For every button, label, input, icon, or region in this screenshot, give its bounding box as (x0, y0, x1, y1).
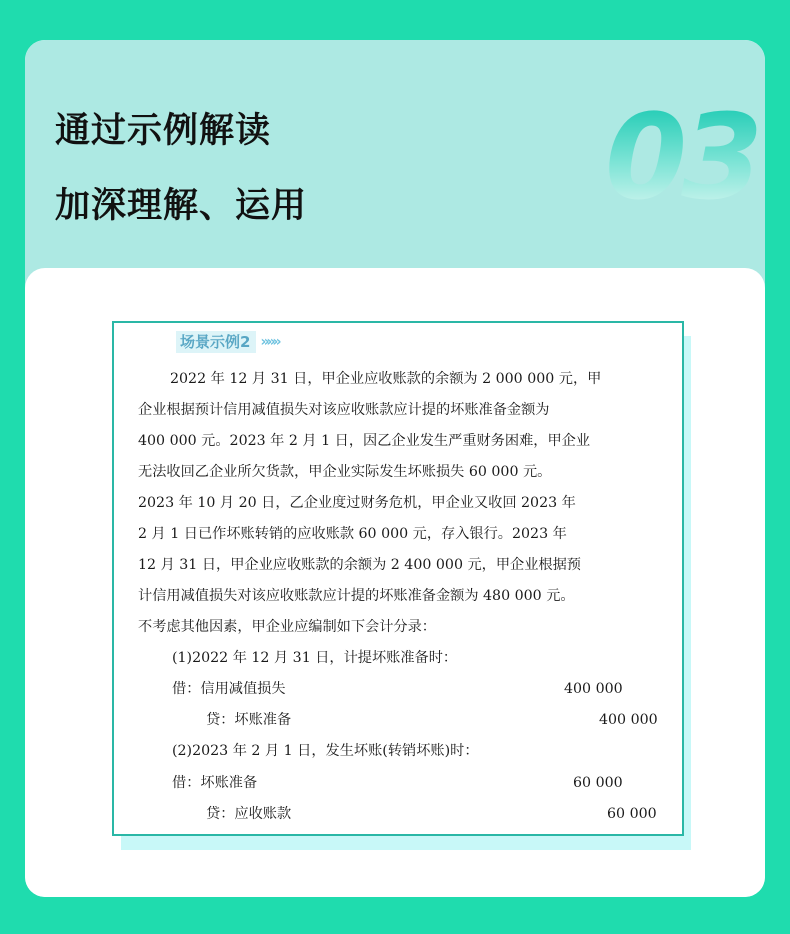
journal-entry-credit-2 (114, 799, 682, 830)
debit-account: 借：坏账准备 (172, 775, 258, 791)
scenario-tag-row (176, 331, 279, 357)
scenario-tag: 场景示例2 (176, 331, 256, 353)
paragraph-line: 不考虑其他因素，甲企业应编制如下会计分录： (138, 619, 436, 635)
card-header (25, 40, 765, 290)
paragraph-line: 400 000 元。2023 年 2 月 1 日，因乙企业发生严重财务困难，甲企业 (138, 433, 591, 449)
credit-account: 贷：应收账款 (206, 806, 292, 822)
heading-line-2: 加深理解、运用 (55, 186, 308, 226)
paragraph-line: 计信用减值损失对该应收账款应计提的坏账准备金额为 480 000 元。 (138, 588, 575, 604)
scenario-paragraph (138, 364, 660, 643)
paragraph-line: 无法收回乙企业所欠货款，甲企业实际发生坏账损失 60 000 元。 (138, 464, 552, 480)
debit-account: 借：信用减值损失 (172, 681, 286, 697)
credit-amount: 60 000 (607, 806, 657, 822)
paragraph-line: 企业根据预计信用减值损失对该应收账款应计提的坏账准备金额为 (138, 402, 550, 418)
step-1-heading (114, 643, 682, 674)
paragraph-line: 2 月 1 日已作坏账转销的应收账款 60 000 元，存入银行。2023 年 (138, 526, 567, 542)
debit-amount: 400 000 (564, 681, 623, 697)
step-2-heading (114, 736, 682, 767)
step-2-text: (2)2023 年 2 月 1 日，发生坏账(转销坏账)时： (172, 743, 479, 759)
paragraph-line: 2022 年 12 月 31 日，甲企业应收账款的余额为 2 000 000 元，甲 (170, 371, 602, 387)
step-1-text: (1)2022 年 12 月 31 日，计提坏账准备时： (172, 650, 458, 666)
section-number: 03 (605, 88, 758, 226)
journal-entry-credit-1 (114, 705, 682, 736)
chevron-right-icon: »»» (260, 334, 279, 350)
debit-amount: 60 000 (573, 775, 623, 791)
heading-line-1: 通过示例解读 (55, 111, 272, 151)
credit-amount: 400 000 (599, 712, 658, 728)
journal-entry-debit-2 (114, 768, 682, 799)
journal-entry-debit-1 (114, 674, 682, 705)
credit-account: 贷：坏账准备 (206, 712, 292, 728)
paragraph-line: 12 月 31 日，甲企业应收账款的余额为 2 400 000 元，甲企业根据预 (138, 557, 581, 573)
document-excerpt (112, 321, 684, 836)
paragraph-line: 2023 年 10 月 20 日，乙企业度过财务危机，甲企业又收回 2023 年 (138, 495, 576, 511)
